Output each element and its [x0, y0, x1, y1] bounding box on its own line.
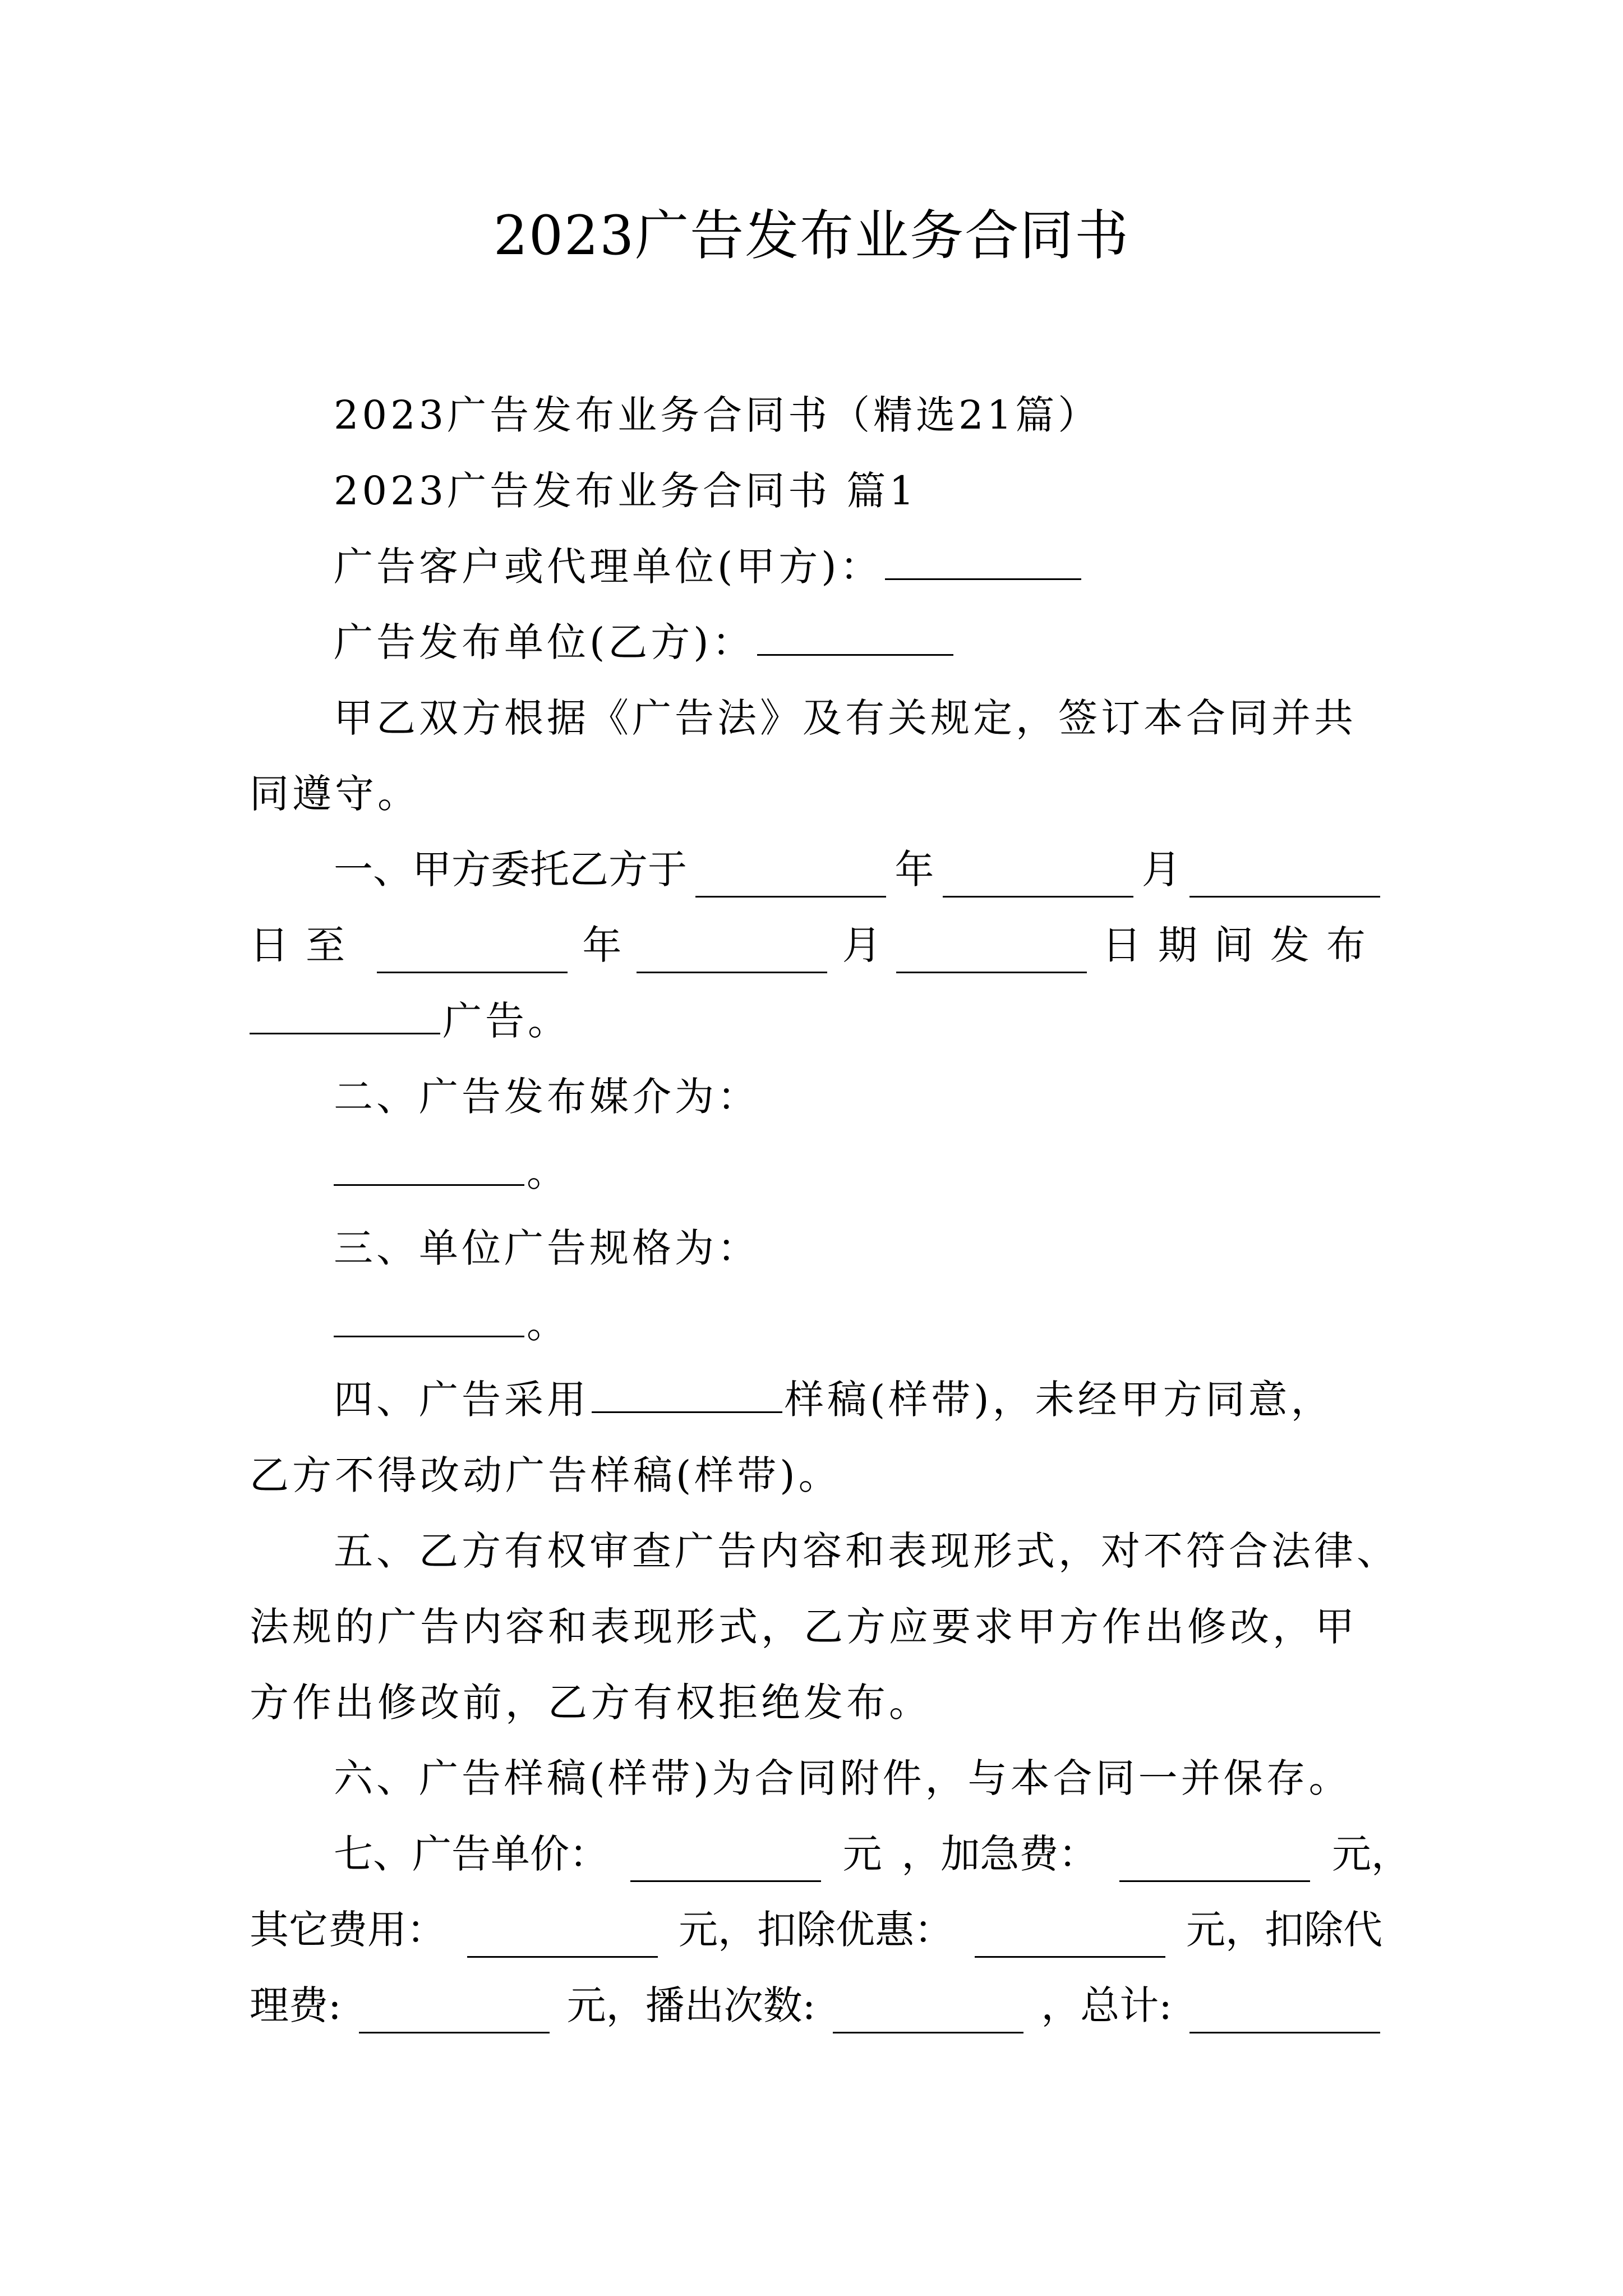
clause1-start-year-blank [695, 896, 886, 898]
party-b-blank [757, 654, 953, 656]
clause1-start-day-blank [1189, 896, 1380, 898]
clause1-month-label: 月 [1141, 846, 1181, 892]
clause7-play-count: 元，播出次数: [566, 1982, 816, 2028]
clause7-agency-fee-blank [359, 2032, 550, 2033]
clause1-month2-label: 月 [842, 922, 882, 968]
clause5-line2: 法规的广告内容和表现形式，乙方应要求甲方作出修改，甲 [250, 1604, 1358, 1650]
clause2-blank [334, 1184, 524, 1186]
preamble-line1: 甲乙双方根据《广告法》及有关规定，签订本合同并共 [334, 695, 1357, 741]
clause7-play-count-blank [833, 2032, 1023, 2033]
clause7-rush-fee: ，加急费： [901, 1831, 1098, 1877]
section-heading: 2023广告发布业务合同书 篇1 [334, 468, 917, 514]
clause1-intro: 一、甲方委托乙方于 [334, 846, 687, 892]
clause7-rush-fee-blank [1119, 1880, 1310, 1882]
clause1-line1 [334, 841, 1382, 898]
clause7-total-blank [1189, 2032, 1380, 2033]
clause4-line2: 乙方不得改动广告样稿(样带)。 [250, 1452, 841, 1498]
clause4-blank [592, 1411, 782, 1413]
clause7-line3 [250, 1977, 1382, 2033]
clause4-part1: 四、广告采用 [334, 1377, 589, 1423]
clause7-yuan-1: 元 [842, 1831, 882, 1877]
clause7-line1 [334, 1826, 1410, 1882]
clause7-agency-prefix: 元，扣除代 [1186, 1907, 1382, 1953]
document-title: 2023广告发布业务合同书 [493, 204, 1130, 267]
clause7-yuan-2: 元， [1331, 1831, 1410, 1877]
clause4-line1 [334, 1372, 1334, 1428]
clause1-ad-blank [250, 1033, 440, 1034]
clause7-other-fees-blank [467, 1956, 658, 1958]
clause7-discount: 元，扣除优惠： [679, 1907, 953, 1953]
clause1-start-month-blank [943, 896, 1133, 898]
clause1-line2 [250, 917, 1382, 973]
clause2-blank-row [334, 1144, 569, 1200]
party-a-row [334, 539, 1083, 595]
clause2-line: 二、广告发布媒介为： [334, 1074, 760, 1120]
clause3-blank-row [334, 1296, 569, 1352]
clause3-end: 。 [527, 1301, 569, 1347]
clause5-line1: 五、乙方有权审查广告内容和表现形式，对不符合法律、 [334, 1528, 1399, 1574]
party-a-label: 广告客户或代理单位(甲方)： [334, 544, 883, 590]
clause1-end-month-blank [637, 972, 827, 973]
party-b-row [334, 614, 956, 670]
preamble-line2: 同遵守。 [250, 771, 420, 817]
clause4-part2: 样稿(样带)，未经甲方同意， [785, 1377, 1334, 1423]
party-a-blank [885, 578, 1081, 580]
clause7-unit-price: 七、广告单价： [334, 1831, 608, 1877]
clause3-line: 三、单位广告规格为： [334, 1225, 760, 1271]
clause7-agency-fee: 理费: [250, 1982, 342, 2028]
clause1-end-day-blank [896, 972, 1087, 973]
clause7-unit-price-blank [630, 1880, 821, 1882]
clause1-day-to: 日至 [250, 922, 362, 968]
clause1-line3 [250, 993, 570, 1049]
clause1-year-label: 年 [895, 846, 934, 892]
clause3-blank [334, 1336, 524, 1337]
party-b-label: 广告发布单位(乙方)： [334, 619, 755, 665]
clause2-end: 。 [527, 1149, 569, 1195]
clause5-line3: 方作出修改前，乙方有权拒绝发布。 [250, 1680, 932, 1726]
clause7-total: ，总计: [1041, 1982, 1172, 2028]
clause1-end-year-blank [377, 972, 568, 973]
clause7-line2 [250, 1902, 1382, 1958]
clause1-period: 日期间发布 [1101, 922, 1382, 968]
clause7-other-fees: 其它费用： [250, 1907, 446, 1953]
clause7-discount-blank [975, 1956, 1165, 1958]
clause1-year2-label: 年 [582, 922, 622, 968]
clause6-line: 六、广告样稿(样带)为合同附件，与本合同一并保存。 [334, 1755, 1352, 1801]
clause1-ad-end: 广告。 [442, 998, 570, 1044]
subtitle: 2023广告发布业务合同书（精选21篇） [334, 392, 1101, 438]
